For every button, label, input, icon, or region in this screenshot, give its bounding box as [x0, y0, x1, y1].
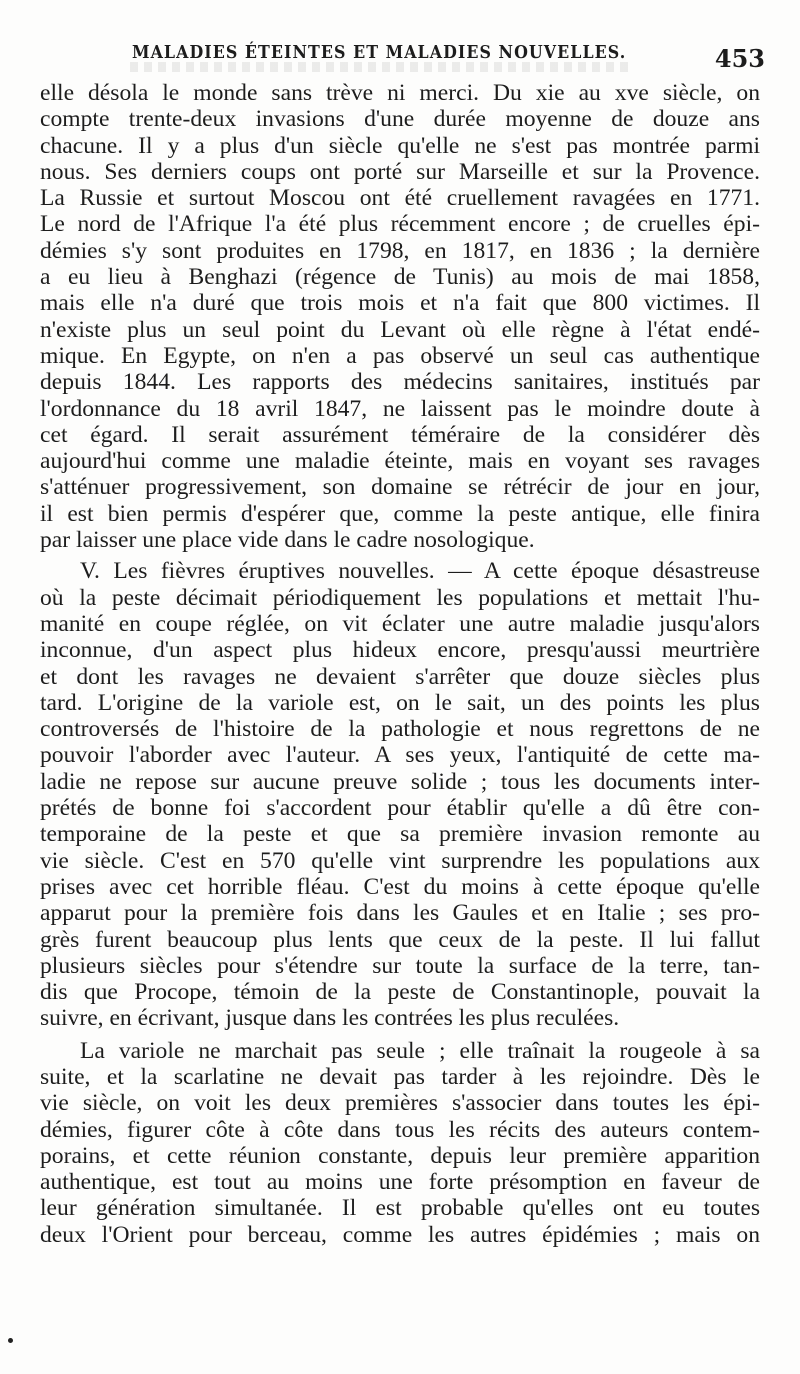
running-head	[40, 38, 770, 78]
text-line: pouvoir l'aborder avec l'auteur. A ses yeux, l'antiquité de cette ma-	[40, 742, 760, 769]
text-line: nous. Ses derniers coups ont porté sur Marseille et sur la Provence.	[40, 158, 760, 185]
text-line: plusieurs siècles pour s'étendre sur toute la surface de la terre, tan-	[40, 952, 760, 979]
text-line: authentique, est tout au moins une forte présomption en faveur de	[40, 1169, 760, 1196]
text-line: apparut pour la première fois dans les Gaules et en Italie ; ses pro-	[40, 900, 760, 927]
text-line: controversés de l'histoire de la pathologie et nous regrettons de ne	[40, 716, 760, 743]
ink-speck	[8, 1338, 13, 1343]
text-line: cet égard. Il serait assurément téméraire de la considérer dès	[40, 421, 760, 448]
text-line: leur génération simultanée. Il est probable qu'elles ont eu toutes	[40, 1195, 760, 1222]
text-line: dis que Procope, témoin de la peste de Constantinople, pouvait la	[40, 979, 760, 1006]
text-line: depuis 1844. Les rapports des médecins sanitaires, institués par	[40, 369, 760, 396]
text-line: compte trente-deux invasions d'une durée moyenne de douze ans	[40, 106, 760, 133]
text-line: mais elle n'a duré que trois mois et n'a fait que 800 victimes. Il	[40, 290, 760, 317]
text-line: ladie ne repose sur aucune preuve solide ; tous les documents inter-	[40, 768, 760, 795]
text-line: démies, figurer côte à côte dans tous les récits des auteurs contem-	[40, 1116, 760, 1143]
text-line: et dont les ravages ne devaient s'arrêter que douze siècles plus	[40, 663, 760, 690]
text-line: n'existe plus un seul point du Levant où elle règne à l'état endé-	[40, 316, 760, 343]
text-line: prétés de bonne foi s'accordent pour établir qu'elle a dû être con-	[40, 795, 760, 822]
text-line: grès furent beaucoup plus lents que ceux de la peste. Il lui fallut	[40, 926, 760, 953]
text-line: mique. En Egypte, on n'en a pas observé un seul cas authentique	[40, 342, 760, 369]
text-line: deux l'Orient pour berceau, comme les autres épidémies ; mais on	[40, 1221, 760, 1248]
text-line: La variole ne marchait pas seule ; elle traînait la rougeole à sa	[80, 1037, 760, 1064]
text-line: inconnue, d'un aspect plus hideux encore, presqu'aussi meurtrière	[40, 637, 760, 664]
text-line: chacune. Il y a plus d'un siècle qu'elle ne s'est pas montrée parmi	[40, 132, 760, 159]
text-line: manité en coupe réglée, on vit éclater une autre maladie jusqu'alors	[40, 610, 760, 637]
text-line: démies s'y sont produites en 1798, en 1817, en 1836 ; la dernière	[40, 237, 760, 264]
text-line: où la peste décimait périodiquement les populations et mettait l'hu-	[40, 584, 760, 611]
text-line: tard. L'origine de la variole est, on le sait, un des points les plus	[40, 689, 760, 716]
text-line: vie siècle, on voit les deux premières s'associer dans toutes les épi-	[40, 1090, 760, 1117]
text-line: porains, et cette réunion constante, depuis leur première apparition	[40, 1142, 760, 1169]
page-number: 453	[714, 44, 765, 73]
text-line: par laisser une place vide dans le cadre nosologique.	[40, 527, 535, 554]
text-line: suivre, en écrivant, jusque dans les contrées les plus reculées.	[40, 1005, 620, 1032]
text-line: prises avec cet horrible fléau. C'est du moins à cette époque qu'elle	[40, 873, 760, 900]
text-line: aujourd'hui comme une maladie éteinte, mais en voyant ses ravages	[40, 448, 760, 475]
text-line: suite, et la scarlatine ne devait pas tarder à les rejoindre. Dès le	[40, 1063, 760, 1090]
text-line: s'atténuer progressivement, son domaine se rétrécir de jour en jour,	[40, 474, 760, 501]
body-text	[40, 80, 760, 1248]
text-line: a eu lieu à Benghazi (régence de Tunis) au mois de mai 1858,	[40, 264, 760, 291]
text-line: il est bien permis d'espérer que, comme la peste antique, elle finira	[40, 500, 760, 527]
running-title: MALADIES ÉTEINTES ET MALADIES NOUVELLES.	[132, 42, 627, 63]
text-line: Le nord de l'Afrique l'a été plus récemment encore ; de cruelles épi-	[40, 211, 760, 238]
text-line: temporaine de la peste et que sa première invasion remonte au	[40, 821, 760, 848]
text-line: La Russie et surtout Moscou ont été cruellement ravagées en 1771.	[40, 185, 760, 212]
text-line: l'ordonnance du 18 avril 1847, ne laissent pas le moindre doute à	[40, 395, 760, 422]
text-line: elle désola le monde sans trève ni merci. Du xie au xve siècle, on	[40, 80, 760, 106]
text-line: vie siècle. C'est en 570 qu'elle vint surprendre les populations aux	[40, 847, 760, 874]
section-heading-line: V. Les fièvres éruptives nouvelles. — A cette époque désastreuse	[80, 558, 760, 585]
